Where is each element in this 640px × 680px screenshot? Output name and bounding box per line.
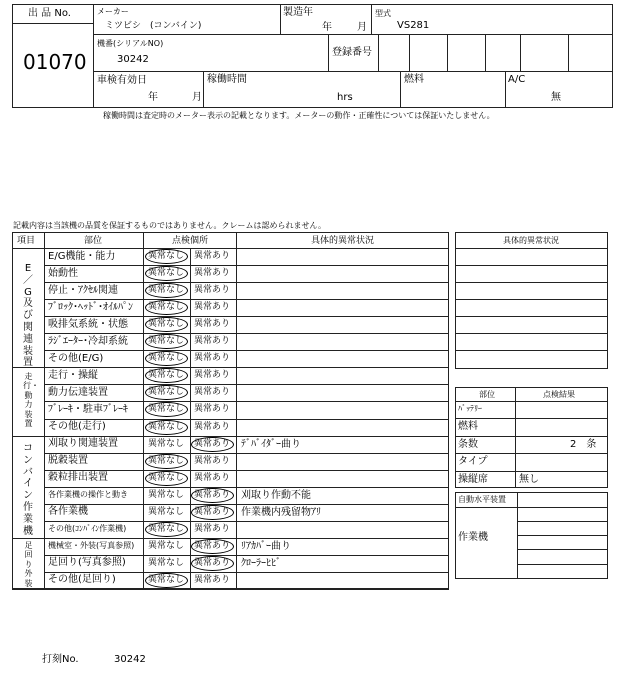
check-ng[interactable]: 異常あり bbox=[194, 302, 231, 312]
selection-circle bbox=[145, 351, 188, 366]
check-ok[interactable]: 異常なし bbox=[148, 473, 185, 483]
check-ng[interactable]: 異常あり bbox=[194, 268, 231, 278]
check-ng[interactable]: 異常あり bbox=[194, 473, 231, 483]
row-part: 動力伝達装置 bbox=[48, 387, 108, 398]
hours-unit: hrs bbox=[337, 92, 353, 103]
ac-value: 無 bbox=[551, 92, 561, 103]
hours-note: 稼働時間は査定時のメーター表示の記載となります。メーターの動作・正確性については保証いたしません。 bbox=[103, 111, 495, 120]
selection-circle bbox=[145, 402, 188, 417]
right-detail-box bbox=[455, 232, 608, 369]
fuel-label: 燃料 bbox=[404, 74, 424, 85]
check-ng[interactable]: 異常あり bbox=[194, 575, 231, 585]
row-part: 足回り(写真参照) bbox=[48, 557, 126, 568]
check-ok[interactable]: 異常なし bbox=[148, 524, 185, 534]
check-ok[interactable]: 異常なし bbox=[148, 456, 185, 466]
row-part: 刈取り関連装置 bbox=[48, 438, 118, 449]
check-ok[interactable]: 異常なし bbox=[148, 558, 185, 568]
check-ng[interactable]: 異常あり bbox=[194, 507, 231, 517]
selection-circle bbox=[145, 266, 188, 281]
result-label: 条数 bbox=[458, 439, 478, 450]
row-part: ﾌﾞﾚｰｷ・駐車ﾌﾞﾚｰｷ bbox=[48, 404, 128, 415]
ac-label: A/C bbox=[508, 74, 526, 85]
selection-circle bbox=[145, 317, 188, 332]
check-ng[interactable]: 異常あり bbox=[194, 422, 231, 432]
check-ng[interactable]: 異常あり bbox=[194, 336, 231, 346]
year-unit: 年 bbox=[322, 22, 332, 33]
result-value: 2 条 bbox=[570, 439, 597, 450]
row-part: 各作業機の操作と動き bbox=[48, 490, 128, 499]
check-ok[interactable]: 異常なし bbox=[148, 387, 185, 397]
check-ng[interactable]: 異常あり bbox=[194, 387, 231, 397]
maker-value: ミツビシ (コンバイン) bbox=[105, 21, 202, 31]
year-label: 製造年 bbox=[283, 7, 313, 18]
row-part: 吸排気系統・状態 bbox=[48, 319, 128, 330]
maker-label: メーカー bbox=[97, 7, 129, 16]
check-ok[interactable]: 異常なし bbox=[148, 439, 185, 449]
check-ng[interactable]: 異常あり bbox=[194, 524, 231, 534]
check-ok[interactable]: 異常なし bbox=[148, 507, 185, 517]
check-ng[interactable]: 異常あり bbox=[194, 319, 231, 329]
row-part: 始動性 bbox=[48, 268, 78, 279]
check-ng[interactable]: 異常あり bbox=[194, 251, 231, 261]
check-ok[interactable]: 異常なし bbox=[148, 302, 185, 312]
stamp-value: 30242 bbox=[114, 654, 146, 665]
row-part: 機械室・外装(写真参照) bbox=[48, 541, 135, 550]
check-ok[interactable]: 異常なし bbox=[148, 575, 185, 585]
check-ok[interactable]: 異常なし bbox=[148, 251, 185, 261]
disclaimer: 記載内容は当該機の品質を保証するものではありません。クレームは認められません。 bbox=[13, 221, 326, 230]
check-ng[interactable]: 異常あり bbox=[194, 456, 231, 466]
check-ng[interactable]: 異常あり bbox=[194, 541, 231, 551]
group-undercarriage: 足回り外装 bbox=[24, 541, 33, 588]
selection-circle bbox=[145, 522, 188, 537]
check-ok[interactable]: 異常なし bbox=[148, 353, 185, 363]
row-detail: ﾃﾞﾊﾞｲﾀﾞｰ曲り bbox=[241, 439, 301, 450]
row-part: 穀粒排出装置 bbox=[48, 472, 108, 483]
selection-circle bbox=[145, 334, 188, 349]
right-results-box bbox=[455, 387, 608, 488]
selection-circle bbox=[145, 283, 188, 298]
selection-circle bbox=[145, 454, 188, 469]
group-drive: 走行・動力装置 bbox=[23, 372, 39, 429]
row-part: その他(ｺﾝﾊﾞｲﾝ作業機) bbox=[48, 524, 127, 533]
row-part: その他(足回り) bbox=[48, 574, 116, 585]
col-detail: 具体的異常状況 bbox=[311, 236, 375, 246]
hours-label: 稼働時間 bbox=[207, 74, 247, 85]
inspection-year: 年 bbox=[148, 92, 158, 103]
selection-circle bbox=[191, 539, 234, 554]
serial-label: 機番(シリアルNO) bbox=[97, 39, 164, 48]
check-ng[interactable]: 異常あり bbox=[194, 490, 231, 500]
check-ok[interactable]: 異常なし bbox=[148, 319, 185, 329]
check-ng[interactable]: 異常あり bbox=[194, 439, 231, 449]
check-ok[interactable]: 異常なし bbox=[148, 490, 185, 500]
result-value: 無し bbox=[519, 474, 539, 485]
check-ok[interactable]: 異常なし bbox=[148, 336, 185, 346]
result-col-part: 部位 bbox=[479, 390, 495, 399]
selection-circle bbox=[191, 505, 234, 520]
row-detail: ﾘｱｶﾊﾞｰ曲り bbox=[241, 541, 291, 552]
lot-number-label: 出 品 No. bbox=[28, 8, 71, 19]
selection-circle bbox=[145, 385, 188, 400]
check-ng[interactable]: 異常あり bbox=[194, 285, 231, 295]
row-detail: ｸﾛｰﾗｰﾋﾋﾞ bbox=[241, 558, 281, 569]
inspection-month: 月 bbox=[192, 92, 202, 103]
group-engine: E／G及び関連装置 bbox=[23, 263, 33, 369]
row-part: その他(E/G) bbox=[48, 353, 104, 364]
col-check: 点検個所 bbox=[172, 236, 209, 246]
row-part: 停止・ｱｸｾﾙ関連 bbox=[48, 285, 118, 296]
right-detail-title: 具体的異常状況 bbox=[503, 236, 559, 245]
col-item: 項目 bbox=[17, 236, 36, 246]
row-part: 各作業機 bbox=[48, 506, 88, 517]
row-detail: 刈取り作動不能 bbox=[241, 490, 311, 501]
model-label: 型式 bbox=[375, 9, 391, 18]
check-ng[interactable]: 異常あり bbox=[194, 404, 231, 414]
work-machine-label: 作業機 bbox=[458, 532, 488, 543]
month-unit: 月 bbox=[357, 22, 367, 33]
row-part: ﾗｼﾞｴｰﾀｰ･冷却系統 bbox=[48, 336, 128, 347]
result-col-result: 点検結果 bbox=[543, 390, 575, 399]
result-label: 燃料 bbox=[458, 421, 478, 432]
selection-circle bbox=[191, 488, 234, 503]
result-label: ﾊﾞｯﾃﾘｰ bbox=[458, 404, 482, 413]
col-part: 部位 bbox=[84, 236, 103, 246]
check-ok[interactable]: 異常なし bbox=[148, 285, 185, 295]
selection-circle bbox=[145, 249, 188, 264]
selection-circle bbox=[145, 573, 188, 588]
model-value: VS281 bbox=[397, 20, 430, 31]
check-ok[interactable]: 異常なし bbox=[148, 422, 185, 432]
group-combine: コンバイン作業機 bbox=[23, 443, 33, 537]
result-label: タイプ bbox=[458, 456, 488, 467]
row-part: ﾌﾞﾛｯｸ･ﾍｯﾄﾞ･ｵｲﾙﾊﾟﾝ bbox=[48, 302, 133, 313]
check-ng[interactable]: 異常あり bbox=[194, 558, 231, 568]
header-block bbox=[12, 4, 613, 108]
inspection-label: 車検有効日 bbox=[97, 75, 147, 86]
selection-circle bbox=[191, 556, 234, 571]
row-detail: 作業機内残留物ｱﾘ bbox=[241, 507, 321, 518]
selection-circle bbox=[191, 437, 234, 452]
serial-value: 30242 bbox=[117, 54, 149, 65]
check-ok[interactable]: 異常なし bbox=[148, 370, 185, 380]
row-part: 脱穀装置 bbox=[48, 455, 88, 466]
auto-level-label: 自動水平装置 bbox=[458, 495, 506, 504]
result-label: 操縦席 bbox=[458, 474, 488, 485]
check-ok[interactable]: 異常なし bbox=[148, 541, 185, 551]
check-ng[interactable]: 異常あり bbox=[194, 370, 231, 380]
stamp-label: 打刻No. bbox=[42, 654, 79, 665]
check-ok[interactable]: 異常なし bbox=[148, 268, 185, 278]
selection-circle bbox=[145, 420, 188, 435]
selection-circle bbox=[145, 368, 188, 383]
row-part: その他(走行) bbox=[48, 421, 106, 432]
check-ok[interactable]: 異常なし bbox=[148, 404, 185, 414]
registration-label: 登録番号 bbox=[332, 47, 372, 58]
lot-number: 01070 bbox=[23, 50, 87, 74]
selection-circle bbox=[145, 471, 188, 486]
selection-circle bbox=[145, 300, 188, 315]
check-ng[interactable]: 異常あり bbox=[194, 353, 231, 363]
row-part: 走行・操縦 bbox=[48, 370, 98, 381]
row-part: E/G機能・能力 bbox=[48, 251, 116, 262]
